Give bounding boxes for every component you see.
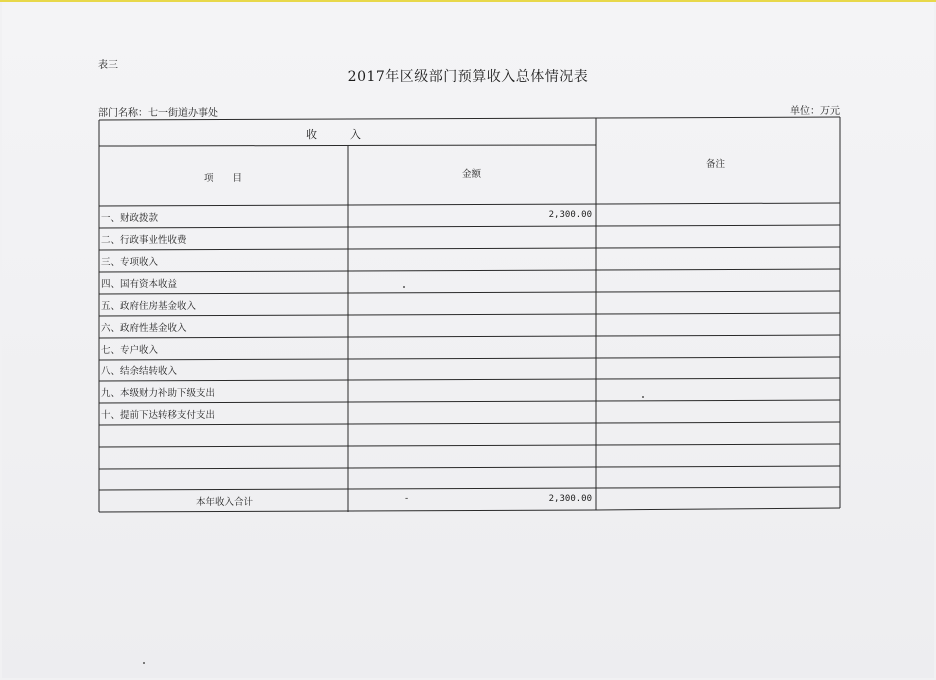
scan-speck [403,286,405,288]
table-number: 表三 [98,60,118,71]
row-item: 五、政府住房基金收入 [101,301,197,312]
scan-speck [143,662,145,664]
row-item: 六、政府性基金收入 [101,323,187,334]
header-item: 项 目 [204,173,243,184]
header-income: 收 入 [306,128,361,141]
header-amount: 金额 [462,169,482,180]
row-item: 二、行政事业性收费 [101,235,187,246]
row-item: 三、专项收入 [101,257,159,268]
document-title: 2017年区级部门预算收入总体情况表 [347,69,589,85]
row-item: 十、提前下达转移支付支出 [101,410,216,421]
row-amount: 2,300.00 [548,210,592,220]
scan-speck [642,396,644,398]
unit-label: 单位：万元 [790,106,840,117]
total-dash: - [405,493,409,504]
total-amount: 2,300.00 [548,494,592,504]
row-item: 九、本级财力补助下级支出 [101,388,216,399]
total-label: 本年收入合计 [196,497,254,508]
department-name: 部门名称：七一街道办事处 [98,108,218,119]
header-remarks: 备注 [706,159,726,170]
row-item: 八、结余结转收入 [101,366,178,377]
row-item: 一、财政拨款 [101,213,159,224]
row-item: 四、国有资本收益 [101,279,178,290]
row-item: 七、专户收入 [101,345,159,356]
